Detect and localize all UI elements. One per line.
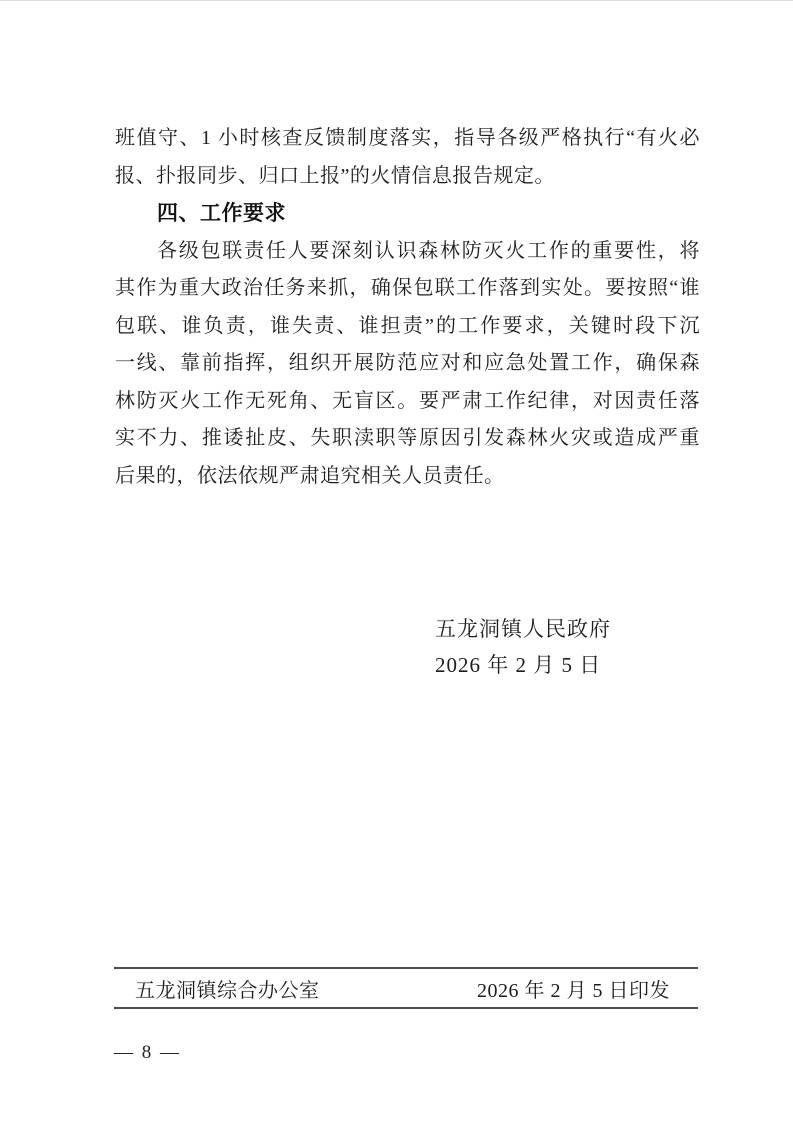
body-line: 一线、靠前指挥，组织开展防范应对和应急处置工作，确保森 [115, 352, 700, 374]
signature-block [435, 611, 611, 683]
body-line: 班值守、1 小时核查反馈制度落实，指导各级严格执行“有火必 [115, 127, 700, 149]
body-line: 后果的，依法依规严肃追究相关人员责任。 [115, 464, 505, 487]
body-line: 包联、谁负责，谁失责、谁担责”的工作要求，关键时段下沉 [115, 314, 700, 337]
signature-organization: 五龙洞镇人民政府 [435, 617, 611, 641]
footer-issuing-office: 五龙洞镇综合办公室 [135, 979, 320, 1002]
footer-print-date: 2026 年 2 月 5 日印发 [477, 979, 670, 1002]
footer-row [114, 969, 698, 1007]
document-body [115, 120, 700, 495]
body-line: 其作为重大政治任务来抓，确保包联工作落到实处。要按照“谁 [115, 277, 700, 299]
body-line: 报、扑报同步、归口上报”的火情信息报告规定。 [115, 164, 555, 187]
body-line: 实不力、推诿扯皮、失职渎职等原因引发森林火灾或造成严重 [115, 427, 700, 449]
footer-rule-bottom [114, 1007, 698, 1009]
page-number: — 8 — [114, 1042, 181, 1063]
body-line: 林防灭火工作无死角、无盲区。要严肃工作纪律，对因责任落 [115, 389, 700, 412]
section-heading: 四、工作要求 [157, 202, 286, 225]
body-line: 各级包联责任人要深刻认识森林防灭火工作的重要性，将 [157, 239, 700, 262]
signature-date: 2026 年 2 月 5 日 [435, 653, 602, 677]
